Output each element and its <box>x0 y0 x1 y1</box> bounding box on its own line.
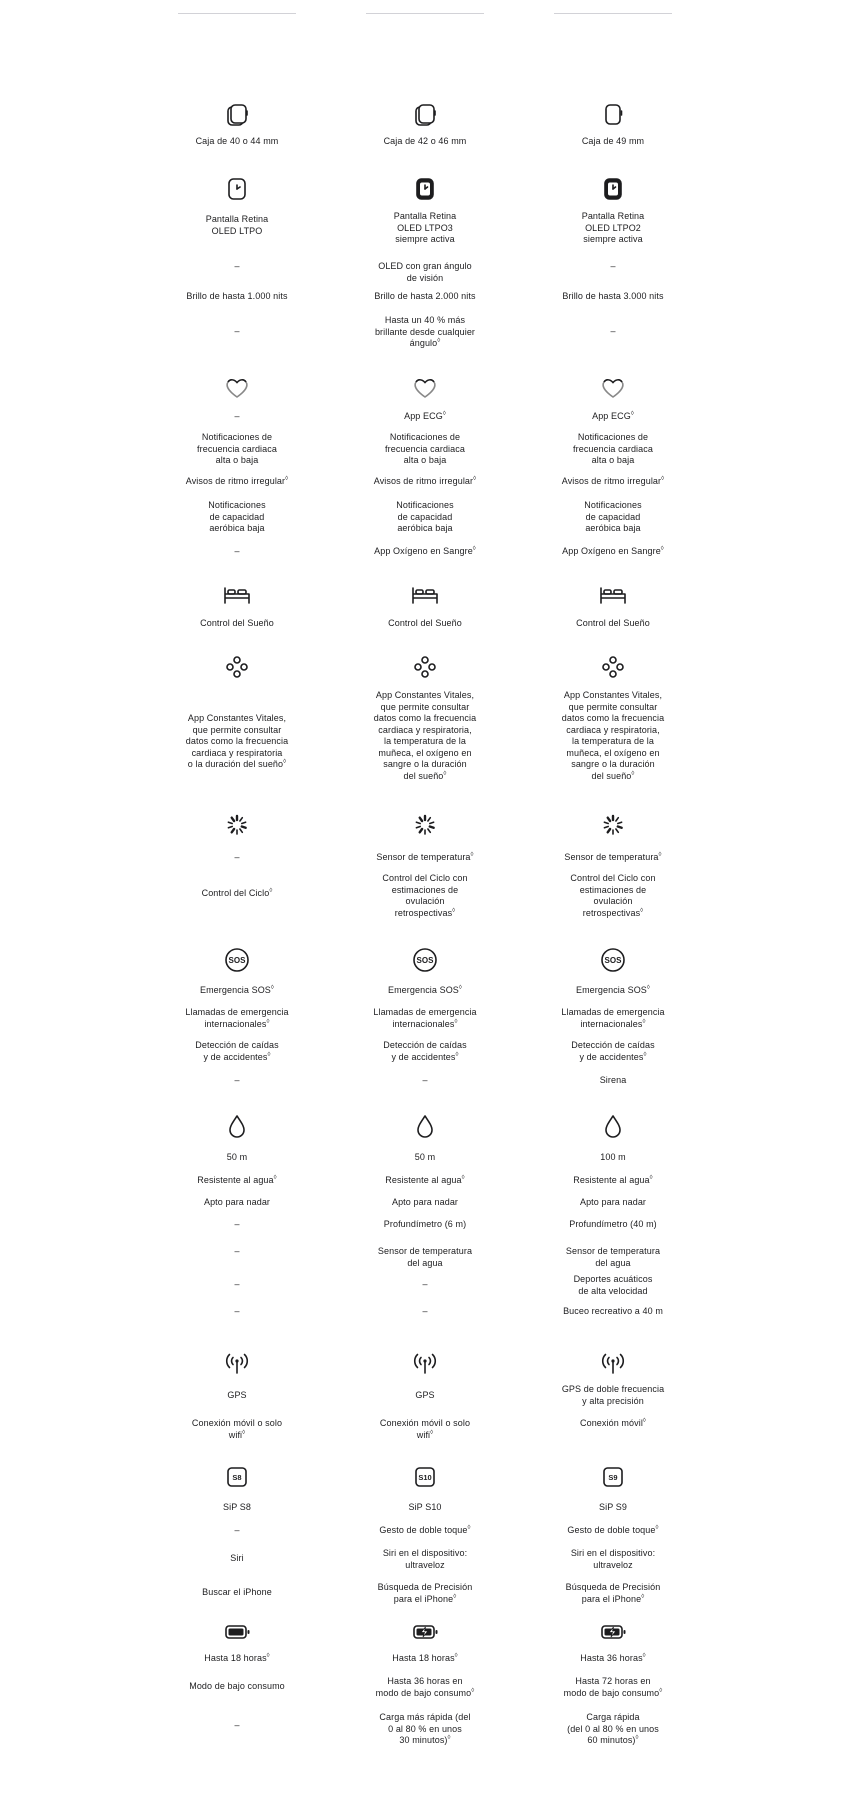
water-feature: Resistente al agua◊ <box>573 1175 653 1185</box>
watch-case-icon <box>410 100 440 130</box>
heart-feature: App Oxígeno en Sangre◊ <box>562 546 664 556</box>
vitals-feature: App Constantes Vitales, que permite consultar datos como la frecuencia cardiaca y respiratoria, la temperatura de la muñeca, el oxígeno en sangre o la duración del sueño◊ <box>561 690 665 781</box>
battery-feature: Hasta 72 horas en modo de bajo consumo◊ <box>563 1676 663 1698</box>
footnote-mark: ◊ <box>643 1051 647 1058</box>
chip-icon <box>598 1462 628 1492</box>
water-feature: Apto para nadar <box>579 1197 647 1207</box>
footnote-mark: ◊ <box>458 985 462 991</box>
chip-feature: Gesto de doble toque◊ <box>567 1525 659 1535</box>
water-feature: Deportes acuáticos de alta velocidad <box>573 1274 653 1296</box>
footnote-mark: ◊ <box>649 1175 653 1181</box>
chip-feature: SiP S10 <box>408 1502 442 1512</box>
sleep-feature: Control del Sueño <box>200 618 274 628</box>
safety-feature: Emergencia SOS◊ <box>575 985 650 995</box>
footnote-mark: ◊ <box>467 1525 471 1531</box>
connectivity-feature: GPS de doble frecuencia y alta precisión <box>561 1384 665 1406</box>
water-feature: Profundímetro (6 m) <box>383 1219 467 1229</box>
heart-feature: Notificaciones de capacidad aeróbica baja <box>208 500 266 533</box>
battery-feature: Carga rápida (del 0 al 80 % en unos 60 minutos)◊ <box>567 1712 659 1745</box>
svg-text:S9: S9 <box>608 1473 618 1482</box>
watch-face-icon <box>222 174 252 204</box>
footnote-mark: ◊ <box>455 1051 459 1058</box>
footnote-mark: ◊ <box>641 1593 645 1600</box>
bed-icon <box>598 580 628 610</box>
water-feature: – <box>422 1279 428 1289</box>
water-feature: Apto para nadar <box>203 1197 271 1207</box>
vitals-icon <box>598 652 628 682</box>
vitals-icon <box>410 652 440 682</box>
antenna-icon <box>598 1348 628 1378</box>
case-size-label: Caja de 42 o 46 mm <box>383 136 467 146</box>
footnote-mark: ◊ <box>646 985 650 991</box>
battery-charging-icon <box>410 1617 440 1647</box>
water-drop-icon <box>598 1112 628 1142</box>
heart-feature: Notificaciones de frecuencia cardiaca alta o baja <box>197 432 277 465</box>
temperature-sensor-icon <box>410 810 440 840</box>
display-feature: OLED con gran ángulo de visión <box>378 261 472 283</box>
chip-feature: Siri en el dispositivo: ultraveloz <box>382 1548 468 1570</box>
footnote-mark: ◊ <box>283 759 287 765</box>
footnote-mark: ◊ <box>266 1653 270 1659</box>
vitals-feature: App Constantes Vitales, que permite consultar datos como la frecuencia cardiaca y respiratoria, la temperatura de la muñeca, el oxígeno en sangre o la duración del sueño◊ <box>373 690 477 781</box>
footnote-mark: ◊ <box>472 546 476 552</box>
footnote-mark: ◊ <box>640 907 644 914</box>
sos-icon <box>598 945 628 975</box>
watch-case-icon <box>222 100 252 130</box>
chip-feature: Gesto de doble toque◊ <box>379 1525 471 1535</box>
battery-feature: Modo de bajo consumo <box>189 1681 285 1691</box>
footnote-mark: ◊ <box>659 1687 663 1694</box>
heart-feature: Avisos de ritmo irregular◊ <box>373 476 477 486</box>
safety-feature: Llamadas de emergencia internacionales◊ <box>373 1007 477 1029</box>
water-feature: – <box>234 1306 240 1316</box>
display-feature: Brillo de hasta 2.000 nits <box>374 291 476 301</box>
connectivity-feature: Conexión móvil o solo wifi◊ <box>191 1418 283 1440</box>
sos-icon <box>410 945 440 975</box>
heart-feature: App Oxígeno en Sangre◊ <box>374 546 476 556</box>
footnote-mark: ◊ <box>655 1525 659 1531</box>
battery-feature: – <box>234 1720 240 1730</box>
watch-face-icon <box>410 174 440 204</box>
cycle-feature: Control del Ciclo con estimaciones de ovulación retrospectivas◊ <box>382 873 468 918</box>
chip-feature: Búsqueda de Precisión para el iPhone◊ <box>565 1582 661 1604</box>
battery-feature: Hasta 18 horas◊ <box>204 1653 270 1663</box>
sleep-feature: Control del Sueño <box>388 618 462 628</box>
antenna-icon <box>222 1348 252 1378</box>
watch-face-icon <box>598 174 628 204</box>
connectivity-feature: Conexión móvil◊ <box>579 1418 646 1428</box>
column-divider-2 <box>366 13 484 14</box>
display-feature: Hasta un 40 % más brillante desde cualquier ángulo◊ <box>374 315 476 348</box>
chip-icon <box>410 1462 440 1492</box>
footnote-mark: ◊ <box>642 1018 646 1025</box>
water-feature: Apto para nadar <box>391 1197 459 1207</box>
footnote-mark: ◊ <box>642 1653 646 1659</box>
chip-feature: Siri <box>230 1553 244 1563</box>
display-feature: – <box>610 326 616 336</box>
battery-feature: Hasta 18 horas◊ <box>392 1653 458 1663</box>
chip-feature: Búsqueda de Precisión para el iPhone◊ <box>377 1582 473 1604</box>
connectivity-feature: GPS <box>415 1390 435 1400</box>
water-feature: Resistente al agua◊ <box>197 1175 277 1185</box>
display-feature: Brillo de hasta 3.000 nits <box>562 291 664 301</box>
heart-icon <box>598 373 628 403</box>
display-feature: – <box>610 261 616 271</box>
display-feature: Pantalla Retina OLED LTPO <box>205 214 269 236</box>
antenna-icon <box>410 1348 440 1378</box>
temperature-sensor-icon <box>222 810 252 840</box>
water-feature: Resistente al agua◊ <box>385 1175 465 1185</box>
cycle-feature: Sensor de temperatura◊ <box>564 852 662 862</box>
display-feature: Pantalla Retina OLED LTPO3 siempre activa <box>393 211 457 244</box>
heart-icon <box>222 373 252 403</box>
heart-feature: – <box>234 411 240 421</box>
bed-icon <box>222 580 252 610</box>
water-feature: – <box>234 1279 240 1289</box>
footnote-mark: ◊ <box>454 1653 458 1659</box>
case-size-label: Caja de 40 o 44 mm <box>195 136 279 146</box>
heart-feature: App ECG◊ <box>592 411 634 421</box>
battery-feature: Hasta 36 horas en modo de bajo consumo◊ <box>375 1676 475 1698</box>
footnote-mark: ◊ <box>447 1735 451 1741</box>
battery-feature: Hasta 36 horas◊ <box>580 1653 646 1663</box>
water-drop-icon <box>410 1112 440 1142</box>
chip-feature: Buscar el iPhone <box>202 1587 272 1597</box>
footnote-mark: ◊ <box>471 1687 475 1694</box>
column-divider-3 <box>554 13 672 14</box>
heart-feature: Avisos de ritmo irregular◊ <box>561 476 665 486</box>
svg-text:S8: S8 <box>232 1473 242 1482</box>
heart-feature: Notificaciones de frecuencia cardiaca alta o baja <box>573 432 653 465</box>
svg-text:SOS: SOS <box>416 956 434 965</box>
heart-feature: Notificaciones de frecuencia cardiaca alta o baja <box>385 432 465 465</box>
footnote-mark: ◊ <box>470 852 474 858</box>
footnote-mark: ◊ <box>461 1175 465 1181</box>
heart-feature: Notificaciones de capacidad aeróbica baja <box>584 500 642 533</box>
footnote-mark: ◊ <box>273 1175 277 1181</box>
battery-charging-icon <box>598 1617 628 1647</box>
footnote-mark: ◊ <box>453 1593 457 1600</box>
water-feature: 50 m <box>414 1152 436 1162</box>
safety-feature: – <box>422 1075 428 1085</box>
water-feature: Profundímetro (40 m) <box>569 1219 657 1229</box>
display-feature: – <box>234 326 240 336</box>
chip-feature: SiP S8 <box>223 1502 251 1512</box>
footnote-mark: ◊ <box>442 411 446 417</box>
water-feature: – <box>234 1246 240 1256</box>
footnote-mark: ◊ <box>454 1018 458 1025</box>
heart-feature: Avisos de ritmo irregular◊ <box>185 476 289 486</box>
footnote-mark: ◊ <box>452 907 456 914</box>
heart-icon <box>410 373 440 403</box>
safety-feature: Llamadas de emergencia internacionales◊ <box>185 1007 289 1029</box>
footnote-mark: ◊ <box>443 770 447 777</box>
chip-icon <box>222 1462 252 1492</box>
vitals-icon <box>222 652 252 682</box>
footnote-mark: ◊ <box>635 1735 639 1741</box>
water-feature: – <box>422 1306 428 1316</box>
footnote-mark: ◊ <box>473 476 477 482</box>
connectivity-feature: GPS <box>227 1390 247 1400</box>
battery-icon <box>222 1617 252 1647</box>
heart-feature: Notificaciones de capacidad aeróbica baja <box>396 500 454 533</box>
footnote-mark: ◊ <box>642 1418 646 1424</box>
footnote-mark: ◊ <box>269 888 273 894</box>
display-feature: Brillo de hasta 1.000 nits <box>186 291 288 301</box>
water-feature: – <box>234 1219 240 1229</box>
display-feature: Pantalla Retina OLED LTPO2 siempre activa <box>581 211 645 244</box>
water-feature: 100 m <box>600 1152 626 1162</box>
svg-text:SOS: SOS <box>228 956 246 965</box>
footnote-mark: ◊ <box>285 476 289 482</box>
safety-feature: – <box>234 1075 240 1085</box>
footnote-mark: ◊ <box>658 852 662 858</box>
watch-case-icon <box>598 100 628 130</box>
safety-feature: Detección de caídas y de accidentes◊ <box>195 1040 279 1062</box>
water-feature: 50 m <box>226 1152 248 1162</box>
footnote-mark: ◊ <box>631 770 635 777</box>
safety-feature: Emergencia SOS◊ <box>387 985 462 995</box>
footnote-mark: ◊ <box>270 985 274 991</box>
cycle-feature: Sensor de temperatura◊ <box>376 852 474 862</box>
svg-text:S10: S10 <box>418 1473 432 1482</box>
footnote-mark: ◊ <box>242 1429 246 1436</box>
chip-feature: – <box>234 1525 240 1535</box>
safety-feature: Llamadas de emergencia internacionales◊ <box>561 1007 665 1029</box>
sos-icon <box>222 945 252 975</box>
case-size-label: Caja de 49 mm <box>581 136 645 146</box>
heart-feature: App ECG◊ <box>404 411 446 421</box>
cycle-feature: – <box>234 852 240 862</box>
vitals-feature: App Constantes Vitales, que permite consultar datos como la frecuencia cardiaca y respiratoria o la duración del sueño◊ <box>185 713 289 769</box>
water-feature: Sensor de temperatura del agua <box>377 1246 473 1268</box>
footnote-mark: ◊ <box>660 546 664 552</box>
display-feature: – <box>234 261 240 271</box>
footnote-mark: ◊ <box>267 1051 271 1058</box>
water-drop-icon <box>222 1112 252 1142</box>
safety-feature: Detección de caídas y de accidentes◊ <box>571 1040 655 1062</box>
cycle-feature: Control del Ciclo◊ <box>201 888 273 898</box>
water-feature: Buceo recreativo a 40 m <box>563 1306 663 1316</box>
svg-text:SOS: SOS <box>604 956 622 965</box>
safety-feature: Emergencia SOS◊ <box>199 985 274 995</box>
chip-feature: Siri en el dispositivo: ultraveloz <box>570 1548 656 1570</box>
footnote-mark: ◊ <box>661 476 665 482</box>
footnote-mark: ◊ <box>630 411 634 417</box>
safety-feature: Detección de caídas y de accidentes◊ <box>383 1040 467 1062</box>
temperature-sensor-icon <box>598 810 628 840</box>
water-feature: Sensor de temperatura del agua <box>565 1246 661 1268</box>
safety-feature: Sirena <box>599 1075 627 1085</box>
heart-feature: – <box>234 546 240 556</box>
column-divider-1 <box>178 13 296 14</box>
cycle-feature: Control del Ciclo con estimaciones de ovulación retrospectivas◊ <box>570 873 656 918</box>
sleep-feature: Control del Sueño <box>576 618 650 628</box>
bed-icon <box>410 580 440 610</box>
connectivity-feature: Conexión móvil o solo wifi◊ <box>379 1418 471 1440</box>
footnote-mark: ◊ <box>430 1429 434 1436</box>
footnote-mark: ◊ <box>437 338 441 344</box>
chip-feature: SiP S9 <box>599 1502 627 1512</box>
battery-feature: Carga más rápida (del 0 al 80 % en unos 30 minutos)◊ <box>379 1712 471 1745</box>
footnote-mark: ◊ <box>266 1018 270 1025</box>
